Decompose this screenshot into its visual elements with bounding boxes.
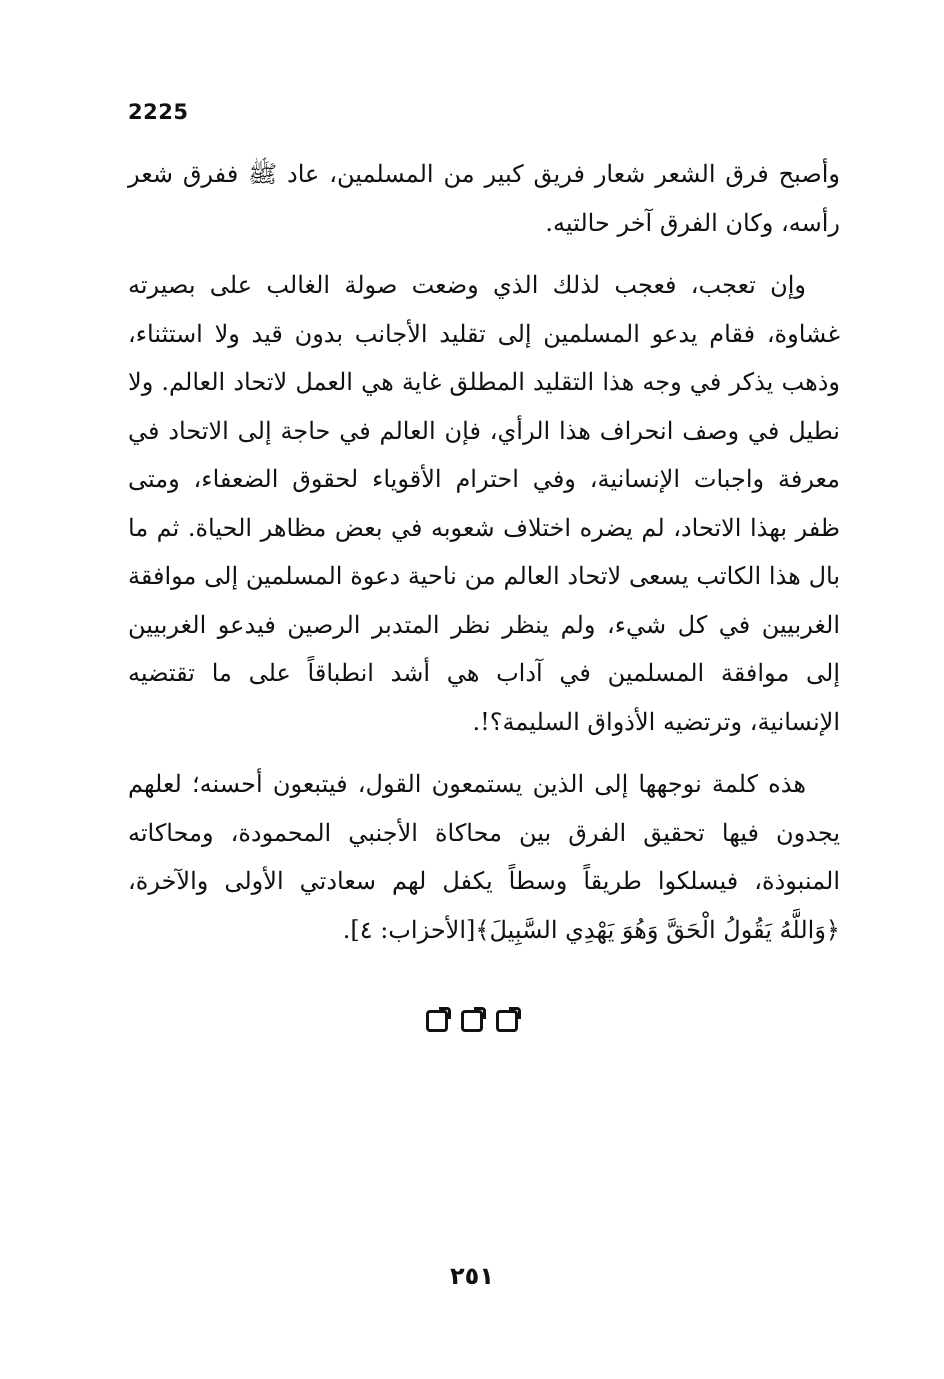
paragraph-3: [128, 760, 840, 954]
end-mark-square-icon: [461, 1010, 483, 1032]
page-number: ٢٥١: [450, 1262, 494, 1290]
end-mark-square-icon: [496, 1010, 518, 1032]
end-mark-square-icon: [426, 1010, 448, 1032]
paragraph-1: وأصبح فرق الشعر شعار فريق كبير من المسلمين، عاد ﷺ ففرق شعر رأسه، وكان الفرق آخر حالتيه.: [128, 160, 840, 237]
page-id: 2225: [128, 100, 189, 124]
paragraph-2: وإن تعجب، فعجب لذلك الذي وضعت صولة الغالب على بصيرته غشاوة، فقام يدعو المسلمين إلى تقليد الأجانب بدون قيد ولا استثناء، وذهب يذكر في وجه هذا التقليد المطلق غاية هي العمل لاتحاد العالم. ولا نطيل في وصف انحراف هذا الرأي، فإن العالم في حاجة إلى الاتحاد في معرفة واجبات الإنسانية، وفي احترام الأقوياء لحقوق الضعفاء، ومتى ظفر بهذا الاتحاد، لم يضره اختلاف شعوبه في بعض مظاهر الحياة. ثم ما بال هذا الكاتب يسعى لاتحاد العالم من ناحية دعوة المسلمين إلى موافقة الغربيين في كل شيء، ولم ينظر نظر المتدبر الرصين فيدعو الغربيين إلى موافقة المسلمين في آداب هي أشد انطباقاً على ما تقتضيه الإنسانية، وترتضيه الأذواق السليمة؟!.: [128, 271, 840, 736]
text-body: [128, 150, 840, 968]
verse-citation: [الأحزاب: ٤].: [342, 915, 476, 944]
section-end-ornament: [0, 1010, 944, 1032]
quran-verse: ﴿وَاللَّهُ يَقُولُ الْحَقَّ وَهُوَ يَهْدِي السَّبِيلَ﴾: [475, 915, 840, 944]
paragraph-3-text: هذه كلمة نوجهها إلى الذين يستمعون القول، فيتبعون أحسنه؛ لعلهم يجدون فيها تحقيق الفرق بين محاكاة الأجنبي المحمودة، ومحاكاته المنبوذة، فيسلكوا طريقاً وسطاً يكفل لهم سعادتي الأولى والآخرة،: [128, 770, 840, 895]
